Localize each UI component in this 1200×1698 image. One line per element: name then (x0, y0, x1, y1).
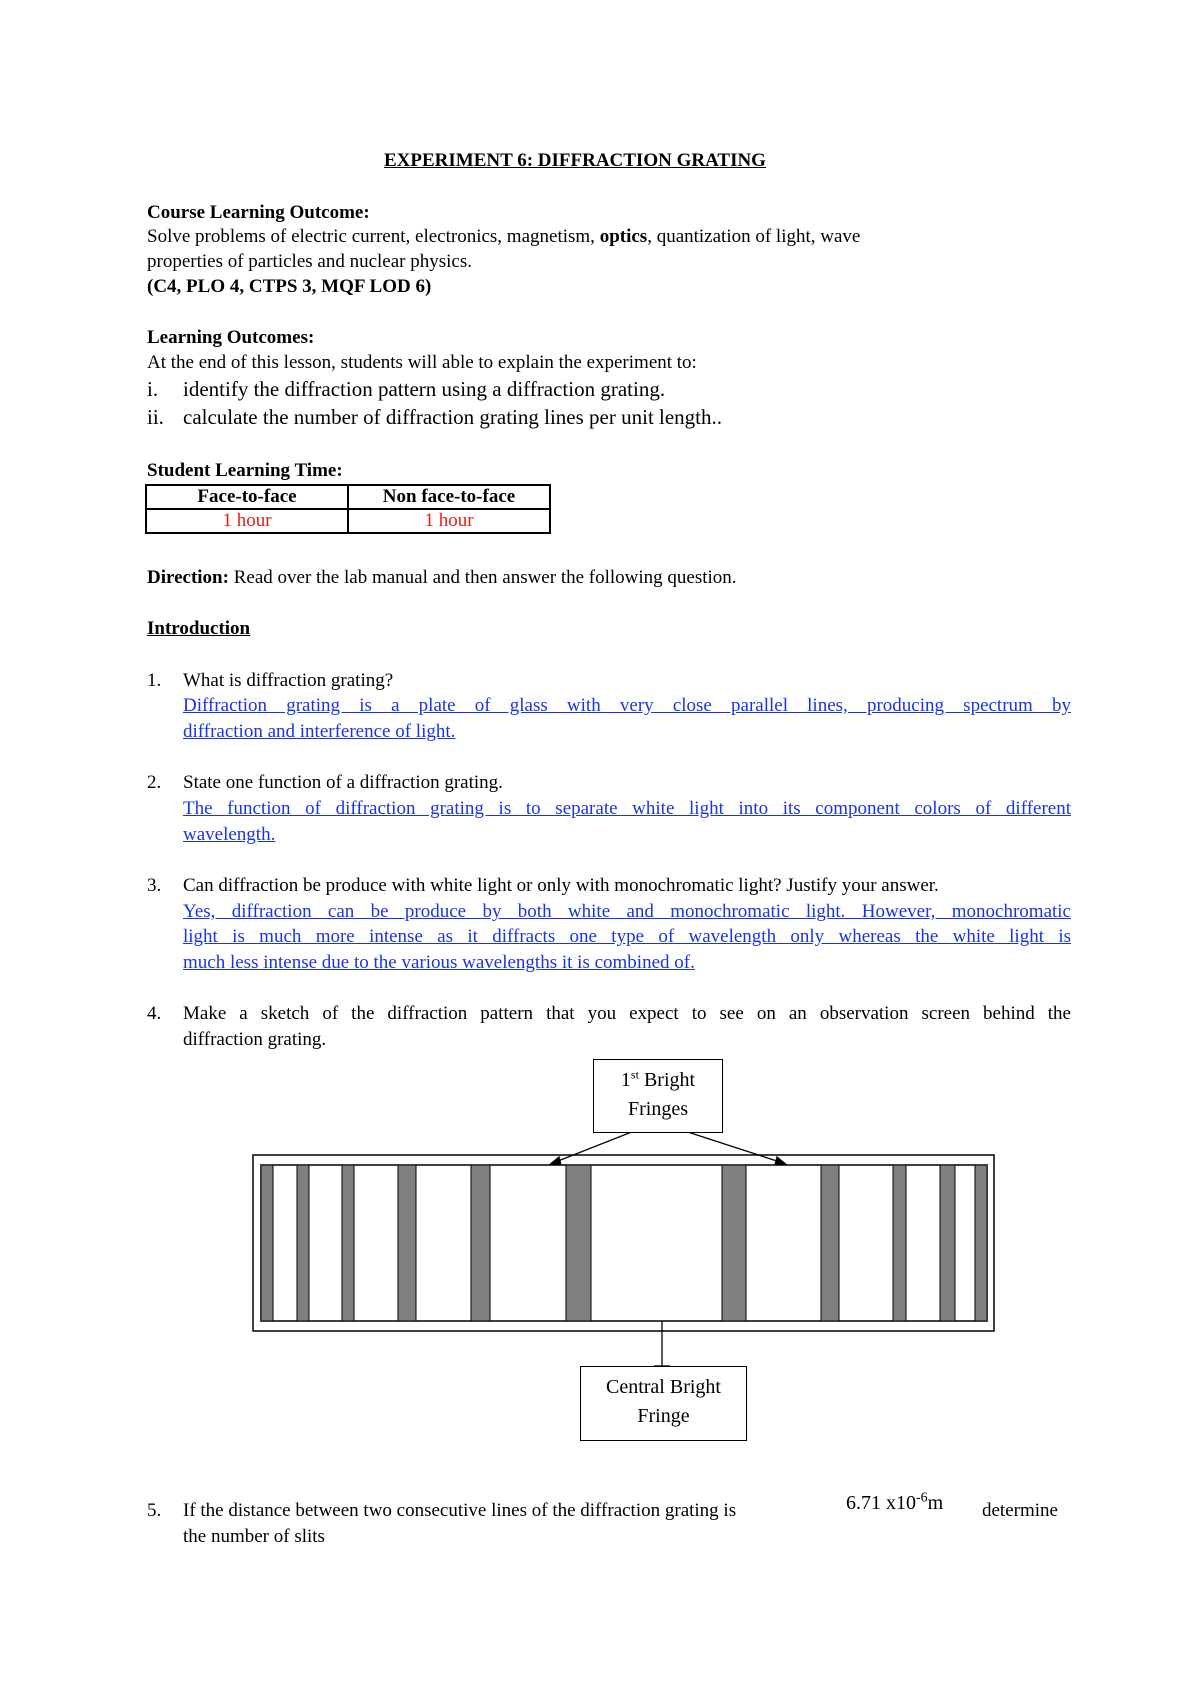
question-text: State one function of a diffraction grating. (183, 772, 503, 793)
slt-heading: Student Learning Time: (147, 460, 343, 481)
label-central-bright-fringe (580, 1366, 747, 1441)
question-text: What is diffraction grating? (183, 670, 394, 691)
clo-codes: (C4, PLO 4, CTPS 3, MQF LOD 6) (147, 276, 432, 297)
screen-inner-frame (261, 1165, 987, 1321)
lo-heading: Learning Outcomes: (147, 327, 315, 348)
answer-line: The function of diffraction grating is to separate white light into its component colors of different (183, 798, 1071, 819)
label-first-bright-line1: 1st Bright (620, 1067, 696, 1091)
dark-fringe-band (566, 1165, 591, 1321)
label-first-bright-fringes (593, 1059, 723, 1133)
dark-fringe-band (893, 1165, 906, 1321)
label-central-line1: Central Bright (606, 1376, 721, 1398)
question-number: 5. (147, 1500, 162, 1521)
clo-heading: Course Learning Outcome: (147, 202, 370, 223)
lo-item: i. (147, 377, 159, 401)
lo-intro: At the end of this lesson, students will able to explain the experiment to: (147, 352, 697, 373)
answer-line: much less intense due to the various wavelengths it is combined of. (183, 952, 695, 973)
dark-fringe-band (342, 1165, 354, 1321)
slt-header-cell: Non face-to-face (348, 485, 550, 509)
slt-value-cell: 1 hour (146, 509, 348, 533)
dark-fringe-band (975, 1165, 987, 1321)
answer-line: diffraction and interference of light. (183, 721, 456, 742)
answer-line: wavelength. (183, 824, 276, 845)
slt-value-cell: 1 hour (348, 509, 550, 533)
question-text: diffraction grating. (183, 1029, 327, 1050)
introduction-heading: Introduction (147, 618, 251, 639)
question-text: If the distance between two consecutive lines of the diffraction grating is (183, 1500, 737, 1521)
question-number: 2. (147, 772, 162, 793)
question-number: 4. (147, 1003, 162, 1024)
question-text: determine (982, 1500, 1058, 1521)
lo-item: ii. (147, 405, 164, 429)
direction: Direction: Read over the lab manual and then answer the following question. (147, 567, 737, 588)
question-text: Can diffraction be produce with white light or only with monochromatic light? Justify your answer. (183, 875, 939, 896)
question-value: 6.71 $x10^{-6}m$ (846, 1490, 944, 1514)
dark-fringe-band (821, 1165, 839, 1321)
question-number: 3. (147, 875, 162, 896)
dark-fringe-band (722, 1165, 746, 1321)
dark-fringe-band (297, 1165, 309, 1321)
question-text: the number of slits (183, 1526, 325, 1547)
page-title: EXPERIMENT 6: DIFFRACTION GRATING (384, 150, 766, 171)
lo-item-text: identify the diffraction pattern using a diffraction grating. (183, 377, 666, 401)
clo-text: Solve problems of electric current, electronics, magnetism, optics, quantization of light, wave (147, 226, 861, 247)
slt-header-cell: Face-to-face (146, 485, 348, 509)
answer-line: Diffraction grating is a plate of glass with very close parallel lines, producing spectrum by (183, 695, 1071, 716)
label-first-bright-line2: Fringes (628, 1098, 688, 1120)
dark-fringe-band (261, 1165, 273, 1321)
answer-line: light is much more intense as it diffracts one type of wavelength only whereas the white light is (183, 926, 1071, 947)
question-text: Make a sketch of the diffraction pattern that you expect to see on an observation screen behind the (183, 1003, 1071, 1024)
dark-fringe-band (471, 1165, 490, 1321)
dark-fringe-band (940, 1165, 955, 1321)
question-number: 1. (147, 670, 162, 691)
clo-text-line2: properties of particles and nuclear physics. (147, 251, 472, 272)
label-central-line2: Fringe (637, 1405, 690, 1427)
answer-line: Yes, diffraction can be produce by both white and monochromatic light. However, monochromatic (183, 901, 1071, 922)
lo-item-text: calculate the number of diffraction grating lines per unit length.. (183, 405, 723, 429)
dark-fringe-band (398, 1165, 416, 1321)
